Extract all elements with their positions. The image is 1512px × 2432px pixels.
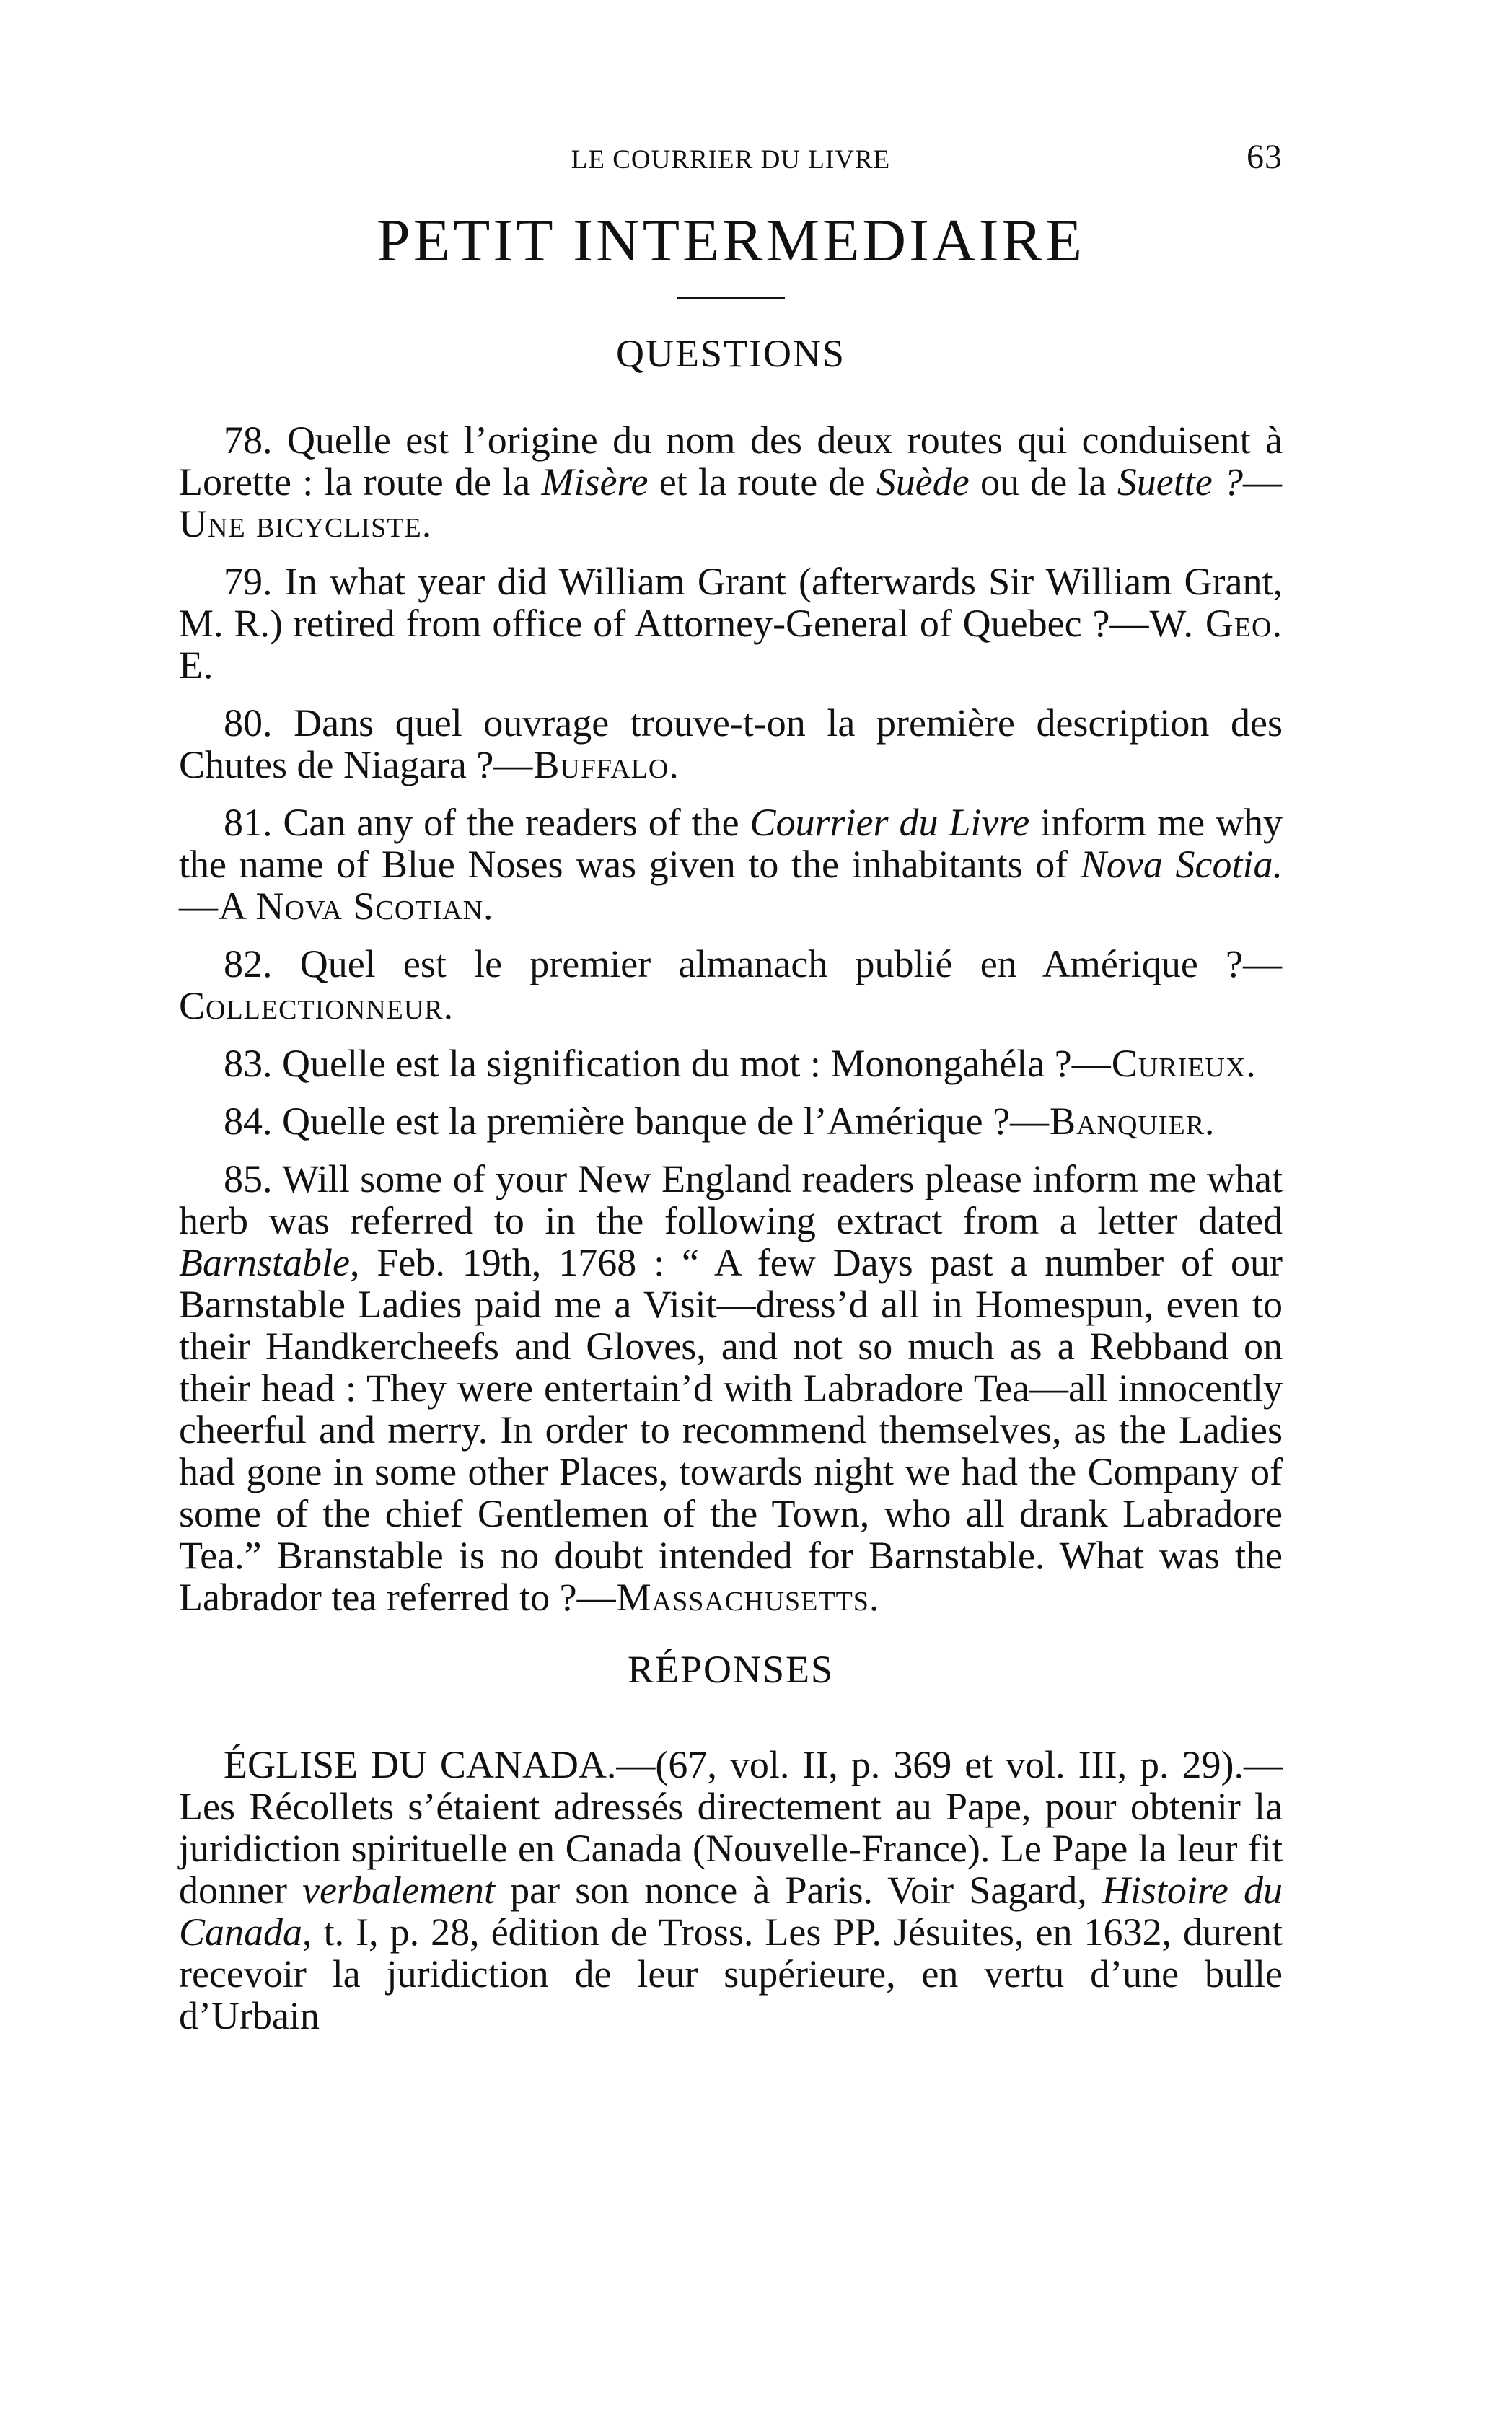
page-title: PETIT INTERMEDIAIRE xyxy=(377,207,1085,274)
question-number: 83. xyxy=(224,1042,273,1086)
signature: —Buffalo. xyxy=(493,743,680,787)
text-run: Quelle est l’origine du nom des deux routes qui conduisent à Lorette : la route de la xyxy=(179,418,1283,504)
italic-text: Nova Scotia. xyxy=(1080,843,1283,887)
text-run: Dans quel ouvrage trouve-t-on la première description des Chutes de Niagara ? xyxy=(179,701,1283,787)
page xyxy=(179,130,1283,2053)
question-entry xyxy=(179,1158,1283,1618)
signature: —Banquier. xyxy=(1010,1099,1216,1143)
text-run: Can any of the readers of the xyxy=(283,801,750,845)
response-entry xyxy=(179,1744,1283,2037)
question-entry xyxy=(179,1100,1283,1142)
question-number: 78. xyxy=(224,418,273,462)
italic-text: Histoire du Canada xyxy=(179,1869,1283,1954)
question-entry xyxy=(179,802,1283,927)
text-run: ou de la xyxy=(969,460,1117,504)
title-rule xyxy=(677,297,785,299)
italic-text: Suède xyxy=(876,460,970,504)
text-run: , Feb. 19th, 1768 : “ A few Days past a number of our Barnstable Ladies paid me a Visit—dress’d all in Homespun, even to their Handkercheefs and Gloves, and not so much as a Rebband on their head : They were entertain’d with Labradore Tea—all innocently cheerful and merry. In order to recommend themselves, as the Ladies had gone in some other Places, towards night we had the Company of some of the chief Gentlemen of the Town, who all drank Labradore Tea.” Branstable is no doubt intended for Barnstable. What was the Labrador tea referred to ? xyxy=(179,1241,1283,1620)
signature: —Une bicycliste. xyxy=(179,460,1283,546)
question-entry xyxy=(179,419,1283,545)
question-number: 82. xyxy=(224,942,273,986)
responses-list xyxy=(179,1744,1283,2037)
signature: —A Nova Scotian. xyxy=(179,884,494,929)
signature: —W. Geo. E. xyxy=(179,602,1283,688)
italic-text: Courrier du Livre xyxy=(750,801,1030,845)
question-number: 84. xyxy=(224,1099,273,1143)
question-entry xyxy=(179,943,1283,1027)
signature: —Curieux. xyxy=(1071,1042,1257,1086)
signature: —Collectionneur. xyxy=(179,942,1283,1028)
response-subject: ÉGLISE DU CANADA. xyxy=(224,1743,617,1787)
question-number: 81. xyxy=(224,801,273,845)
italic-text: Misère xyxy=(541,460,649,504)
question-entry xyxy=(179,702,1283,786)
running-header xyxy=(179,130,1283,188)
question-entry xyxy=(179,561,1283,686)
italic-text: Suette ? xyxy=(1117,460,1243,504)
questions-list xyxy=(179,419,1283,1618)
responses-heading: RÉPONSES xyxy=(627,1648,835,1692)
text-run: Quelle est la première banque de l’Amérique ? xyxy=(282,1099,1011,1143)
question-number: 85. xyxy=(224,1157,273,1201)
text-run: inform me why the name of Blue Noses was given to the inhabitants of xyxy=(179,801,1283,887)
text-run: —(67, vol. II, p. 369 et vol. III, p. 29).—Les Récollets s’étaient adressés directement au Pape, pour obtenir la juridiction spirituelle en Canada (Nouvelle-France). Le Pape la leur fit donner xyxy=(179,1743,1283,1913)
question-number: 80. xyxy=(224,701,273,745)
running-title: LE COURRIER DU LIVRE xyxy=(571,145,891,175)
page-number: 63 xyxy=(1247,138,1283,176)
text-run: In what year did William Grant (afterwards Sir William Grant, M. R.) retired from office of Attorney-General of Quebec ? xyxy=(179,560,1283,646)
text-run: Quelle est la signification du mot : Monongahéla ? xyxy=(282,1042,1072,1086)
text-run: Will some of your New England readers please inform me what herb was referred to in the following extract from a letter dated xyxy=(179,1157,1283,1243)
text-run: , t. I, p. 28, édition de Tross. Les PP. Jésuites, en 1632, durent recevoir la juridiction de leur supérieure, en vertu d’une bulle d’Urbain xyxy=(179,1910,1283,2038)
text-run: et la route de xyxy=(648,460,876,504)
signature: —Massachusetts. xyxy=(576,1576,880,1620)
question-number: 79. xyxy=(224,560,273,604)
italic-text: Barnstable xyxy=(179,1241,350,1285)
italic-text: verbalement xyxy=(302,1869,495,1913)
questions-heading: QUESTIONS xyxy=(615,332,845,376)
text-run: Quel est le premier almanach publié en Amérique ? xyxy=(299,942,1243,986)
question-entry xyxy=(179,1042,1283,1084)
text-run: par son nonce à Paris. Voir Sagard, xyxy=(494,1869,1102,1913)
